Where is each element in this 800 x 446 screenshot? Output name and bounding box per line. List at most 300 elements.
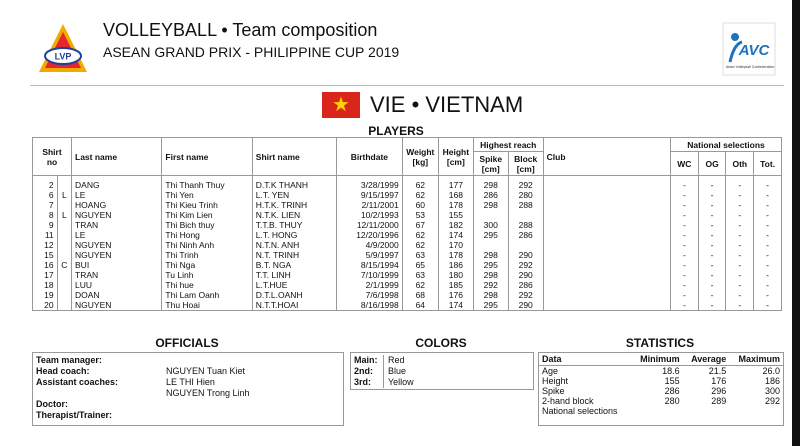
player-og: - xyxy=(698,250,726,260)
player-weight: 63 xyxy=(402,250,438,260)
player-oth: - xyxy=(726,250,754,260)
color-row xyxy=(351,355,533,366)
player-row xyxy=(33,270,782,280)
official-row xyxy=(33,355,343,366)
player-last-name: LUU xyxy=(72,280,162,290)
player-shirt-no: 2 xyxy=(33,176,58,191)
player-role xyxy=(57,230,71,240)
col-height: Height [cm] xyxy=(438,138,473,176)
player-shirt-no: 6 xyxy=(33,190,58,200)
player-club xyxy=(543,260,670,270)
player-height: 178 xyxy=(438,250,473,260)
player-role xyxy=(57,200,71,210)
player-weight: 62 xyxy=(402,230,438,240)
player-club xyxy=(543,210,670,220)
player-row xyxy=(33,176,782,191)
color-value: Yellow xyxy=(388,377,414,387)
player-tot: - xyxy=(754,200,782,210)
player-tot: - xyxy=(754,250,782,260)
player-club xyxy=(543,230,670,240)
player-oth: - xyxy=(726,190,754,200)
player-first-name: Thu Hoai xyxy=(162,300,252,311)
player-first-name: Tu Linh xyxy=(162,270,252,280)
color-row xyxy=(351,366,533,377)
official-value xyxy=(156,355,166,366)
color-row xyxy=(351,377,533,388)
colors-title: COLORS xyxy=(415,336,467,350)
player-wc: - xyxy=(671,220,699,230)
stats-label: Age xyxy=(542,366,559,376)
official-label: Team manager: xyxy=(36,355,102,365)
player-first-name: Thi Ninh Anh xyxy=(162,240,252,250)
player-tot: - xyxy=(754,240,782,250)
player-row xyxy=(33,220,782,230)
player-role: C xyxy=(57,260,71,270)
player-last-name: TRAN xyxy=(72,220,162,230)
player-last-name: HOANG xyxy=(72,200,162,210)
player-wc: - xyxy=(671,240,699,250)
players-table xyxy=(32,137,782,311)
lvp-logo-text: LVP xyxy=(54,51,72,62)
player-wc: - xyxy=(671,260,699,270)
color-label: Main: xyxy=(351,355,384,366)
player-oth: - xyxy=(726,260,754,270)
player-tot: - xyxy=(754,176,782,191)
player-last-name: BUI xyxy=(72,260,162,270)
player-height: 174 xyxy=(438,300,473,311)
statistics-box xyxy=(538,352,784,426)
player-row xyxy=(33,200,782,210)
player-spike: 300 xyxy=(473,220,508,230)
official-row xyxy=(33,377,343,388)
player-last-name: TRAN xyxy=(72,270,162,280)
stats-max: 186 xyxy=(764,376,780,386)
player-height: 182 xyxy=(438,220,473,230)
official-row xyxy=(33,366,343,377)
stats-min: 286 xyxy=(664,386,680,396)
player-role xyxy=(57,280,71,290)
player-weight: 62 xyxy=(402,176,438,191)
player-shirt-name: L.T. YEN xyxy=(252,190,336,200)
player-club xyxy=(543,300,670,311)
col-oth: Oth xyxy=(726,152,754,176)
player-weight: 68 xyxy=(402,290,438,300)
player-og: - xyxy=(698,230,726,240)
player-weight: 63 xyxy=(402,270,438,280)
avc-logo xyxy=(722,22,776,76)
player-spike xyxy=(473,210,508,220)
player-block: 280 xyxy=(508,190,543,200)
stats-row xyxy=(539,396,783,406)
col-tot: Tot. xyxy=(754,152,782,176)
player-oth: - xyxy=(726,240,754,250)
player-first-name: Thi Kim Lien xyxy=(162,210,252,220)
player-og: - xyxy=(698,290,726,300)
player-og: - xyxy=(698,240,726,250)
col-first-name: First name xyxy=(162,138,252,176)
player-og: - xyxy=(698,270,726,280)
player-birthdate: 12/11/2000 xyxy=(337,220,403,230)
player-shirt-name: T.T. LINH xyxy=(252,270,336,280)
player-tot: - xyxy=(754,260,782,270)
player-row xyxy=(33,210,782,220)
stats-min: 18.6 xyxy=(662,366,680,376)
player-oth: - xyxy=(726,210,754,220)
official-row xyxy=(33,410,343,421)
player-wc: - xyxy=(671,300,699,311)
stats-row xyxy=(539,386,783,396)
player-role xyxy=(57,250,71,260)
colors-box xyxy=(350,352,534,390)
player-tot: - xyxy=(754,190,782,200)
player-birthdate: 4/9/2000 xyxy=(337,240,403,250)
player-oth: - xyxy=(726,280,754,290)
player-shirt-no: 17 xyxy=(33,270,58,280)
player-block: 286 xyxy=(508,230,543,240)
statistics-table xyxy=(539,353,783,416)
player-row xyxy=(33,250,782,260)
player-height: 178 xyxy=(438,200,473,210)
player-oth: - xyxy=(726,300,754,311)
player-oth: - xyxy=(726,230,754,240)
player-role xyxy=(57,300,71,311)
team-heading xyxy=(322,92,523,118)
player-height: 170 xyxy=(438,240,473,250)
col-highest-reach: Highest reach xyxy=(473,138,543,152)
player-tot: - xyxy=(754,300,782,311)
player-shirt-name: D.T.L.OANH xyxy=(252,290,336,300)
official-value: NGUYEN Tuan Kiet xyxy=(166,366,246,376)
col-spike: Spike [cm] xyxy=(473,152,508,176)
player-height: 186 xyxy=(438,260,473,270)
official-label: Doctor: xyxy=(36,399,68,409)
player-og: - xyxy=(698,300,726,311)
flag-star-icon: ★ xyxy=(332,94,350,116)
player-last-name: NGUYEN xyxy=(72,300,162,311)
player-shirt-no: 16 xyxy=(33,260,58,270)
player-last-name: DANG xyxy=(72,176,162,191)
stats-max: 26.0 xyxy=(762,366,780,376)
player-club xyxy=(543,176,670,191)
player-tot: - xyxy=(754,210,782,220)
player-height: 177 xyxy=(438,176,473,191)
player-birthdate: 2/11/2001 xyxy=(337,200,403,210)
player-row xyxy=(33,300,782,311)
player-spike: 295 xyxy=(473,260,508,270)
player-row xyxy=(33,260,782,270)
player-weight: 65 xyxy=(402,260,438,270)
player-birthdate: 3/28/1999 xyxy=(337,176,403,191)
player-block: 288 xyxy=(508,220,543,230)
player-tot: - xyxy=(754,220,782,230)
player-shirt-no: 11 xyxy=(33,230,58,240)
player-block xyxy=(508,210,543,220)
player-wc: - xyxy=(671,290,699,300)
color-value: Red xyxy=(388,355,405,365)
stats-avg: 296 xyxy=(711,386,727,396)
player-weight: 53 xyxy=(402,210,438,220)
player-shirt-no: 8 xyxy=(33,210,58,220)
stats-min: 155 xyxy=(664,376,680,386)
col-national-selections: National selections xyxy=(671,138,782,152)
player-birthdate: 8/16/1998 xyxy=(337,300,403,311)
player-wc: - xyxy=(671,270,699,280)
player-club xyxy=(543,250,670,260)
player-wc: - xyxy=(671,200,699,210)
player-oth: - xyxy=(726,270,754,280)
col-weight: Weight [kg] xyxy=(402,138,438,176)
stats-col-minimum: Minimum xyxy=(631,353,682,366)
stats-max xyxy=(729,406,783,416)
player-wc: - xyxy=(671,190,699,200)
player-og: - xyxy=(698,200,726,210)
player-birthdate: 2/1/1999 xyxy=(337,280,403,290)
player-row xyxy=(33,240,782,250)
official-label: Assistant coaches: xyxy=(36,377,119,387)
player-spike: 292 xyxy=(473,280,508,290)
color-label: 3rd: xyxy=(351,377,384,388)
player-block: 288 xyxy=(508,200,543,210)
stats-avg: 176 xyxy=(711,376,727,386)
player-wc: - xyxy=(671,250,699,260)
player-og: - xyxy=(698,280,726,290)
col-shirt-name: Shirt name xyxy=(252,138,336,176)
official-value xyxy=(156,399,166,410)
player-role xyxy=(57,220,71,230)
player-weight: 62 xyxy=(402,280,438,290)
player-og: - xyxy=(698,260,726,270)
player-row xyxy=(33,190,782,200)
player-tot: - xyxy=(754,270,782,280)
player-shirt-name: N.T.T.HOAI xyxy=(252,300,336,311)
color-label: 2nd: xyxy=(351,366,384,377)
official-value: LE THI Hien xyxy=(166,377,215,387)
player-club xyxy=(543,270,670,280)
player-spike: 295 xyxy=(473,230,508,240)
player-shirt-name: B.T. NGA xyxy=(252,260,336,270)
player-oth: - xyxy=(726,290,754,300)
vietnam-flag-icon xyxy=(322,92,360,118)
player-first-name: Thi Hong xyxy=(162,230,252,240)
player-height: 155 xyxy=(438,210,473,220)
player-club xyxy=(543,200,670,210)
player-height: 174 xyxy=(438,230,473,240)
player-shirt-no: 20 xyxy=(33,300,58,311)
stats-avg: 289 xyxy=(711,396,727,406)
stats-avg: 21.5 xyxy=(708,366,727,376)
player-shirt-name: T.T.B. THUY xyxy=(252,220,336,230)
player-og: - xyxy=(698,220,726,230)
player-last-name: LE xyxy=(72,190,162,200)
stats-row xyxy=(539,366,783,377)
player-block: 290 xyxy=(508,250,543,260)
officials-box xyxy=(32,352,344,426)
player-wc: - xyxy=(671,280,699,290)
player-shirt-name: L.T. HONG xyxy=(252,230,336,240)
stats-avg xyxy=(683,406,730,416)
player-shirt-no: 19 xyxy=(33,290,58,300)
player-spike: 298 xyxy=(473,290,508,300)
player-spike: 286 xyxy=(473,190,508,200)
player-last-name: LE xyxy=(72,230,162,240)
player-club xyxy=(543,220,670,230)
player-birthdate: 7/10/1999 xyxy=(337,270,403,280)
stats-col-average: Average xyxy=(683,353,730,366)
col-club: Club xyxy=(543,138,670,176)
player-spike xyxy=(473,240,508,250)
player-og: - xyxy=(698,210,726,220)
player-spike: 298 xyxy=(473,200,508,210)
player-role xyxy=(57,290,71,300)
player-height: 180 xyxy=(438,270,473,280)
player-oth: - xyxy=(726,200,754,210)
player-birthdate: 10/2/1993 xyxy=(337,210,403,220)
col-shirt-no: Shirt no xyxy=(33,138,72,176)
player-spike: 295 xyxy=(473,300,508,311)
player-first-name: Thi Nga xyxy=(162,260,252,270)
player-last-name: NGUYEN xyxy=(72,250,162,260)
player-shirt-name: D.T.K THANH xyxy=(252,176,336,191)
player-spike: 298 xyxy=(473,176,508,191)
stats-label: National selections xyxy=(542,406,618,416)
official-label: Therapist/Trainer: xyxy=(36,410,113,420)
col-last-name: Last name xyxy=(72,138,162,176)
player-last-name: DOAN xyxy=(72,290,162,300)
player-club xyxy=(543,280,670,290)
players-title: PLAYERS xyxy=(368,124,424,138)
player-block xyxy=(508,240,543,250)
col-wc: WC xyxy=(671,152,699,176)
player-club xyxy=(543,290,670,300)
page-subtitle: ASEAN GRAND PRIX - PHILIPPINE CUP 2019 xyxy=(103,44,400,60)
player-row xyxy=(33,230,782,240)
avc-logo-caption: Asian Volleyball Confederation xyxy=(725,65,775,69)
player-role xyxy=(57,240,71,250)
color-value: Blue xyxy=(388,366,407,376)
player-shirt-name: L.T.HUE xyxy=(252,280,336,290)
stats-label: Spike xyxy=(542,386,565,396)
player-birthdate: 5/9/1997 xyxy=(337,250,403,260)
statistics-title: STATISTICS xyxy=(625,336,695,350)
team-name: VIE • VIETNAM xyxy=(370,92,524,117)
players-table-body xyxy=(33,176,782,311)
player-shirt-no: 18 xyxy=(33,280,58,290)
player-weight: 62 xyxy=(402,240,438,250)
official-row xyxy=(33,388,343,399)
player-role xyxy=(57,176,71,191)
stats-min: 280 xyxy=(664,396,680,406)
player-og: - xyxy=(698,176,726,191)
player-shirt-name: N.T.N. ANH xyxy=(252,240,336,250)
player-role: L xyxy=(57,210,71,220)
stats-max: 292 xyxy=(764,396,780,406)
lvp-logo xyxy=(36,22,90,76)
player-first-name: Thi Bich thuy xyxy=(162,220,252,230)
player-block: 292 xyxy=(508,260,543,270)
player-first-name: Thi hue xyxy=(162,280,252,290)
official-label: Head coach: xyxy=(36,366,90,376)
player-height: 185 xyxy=(438,280,473,290)
stats-row xyxy=(539,406,783,416)
player-spike: 298 xyxy=(473,270,508,280)
player-tot: - xyxy=(754,280,782,290)
player-birthdate: 12/20/1996 xyxy=(337,230,403,240)
player-club xyxy=(543,240,670,250)
player-tot: - xyxy=(754,230,782,240)
player-block: 292 xyxy=(508,176,543,191)
avc-logo-text: AVC xyxy=(738,42,770,59)
player-first-name: Thi Kieu Trinh xyxy=(162,200,252,210)
player-last-name: NGUYEN xyxy=(72,240,162,250)
player-first-name: Thi Trinh xyxy=(162,250,252,260)
player-block: 292 xyxy=(508,290,543,300)
stats-min xyxy=(631,406,682,416)
player-birthdate: 7/6/1998 xyxy=(337,290,403,300)
player-weight: 64 xyxy=(402,300,438,311)
stats-row xyxy=(539,376,783,386)
player-row xyxy=(33,280,782,290)
official-row xyxy=(33,399,343,410)
player-last-name: NGUYEN xyxy=(72,210,162,220)
header-divider xyxy=(30,85,784,86)
player-row xyxy=(33,290,782,300)
player-spike: 298 xyxy=(473,250,508,260)
player-wc: - xyxy=(671,176,699,191)
player-shirt-name: H.T.K. TRINH xyxy=(252,200,336,210)
player-tot: - xyxy=(754,290,782,300)
stats-col-data: Data xyxy=(539,353,631,366)
player-height: 168 xyxy=(438,190,473,200)
stats-col-maximum: Maximum xyxy=(729,353,783,366)
player-shirt-no: 15 xyxy=(33,250,58,260)
player-oth: - xyxy=(726,220,754,230)
player-wc: - xyxy=(671,210,699,220)
player-block: 290 xyxy=(508,270,543,280)
official-value: NGUYEN Trong Linh xyxy=(166,388,250,398)
col-block: Block [cm] xyxy=(508,152,543,176)
official-value xyxy=(156,410,166,421)
player-weight: 62 xyxy=(402,190,438,200)
player-block: 286 xyxy=(508,280,543,290)
player-height: 176 xyxy=(438,290,473,300)
player-club xyxy=(543,190,670,200)
stats-label: 2-hand block xyxy=(542,396,594,406)
player-birthdate: 9/15/1997 xyxy=(337,190,403,200)
player-og: - xyxy=(698,190,726,200)
player-shirt-name: N.T.K. LIEN xyxy=(252,210,336,220)
official-label xyxy=(33,388,156,399)
player-oth: - xyxy=(726,176,754,191)
col-birthdate: Birthdate xyxy=(337,138,403,176)
player-role: L xyxy=(57,190,71,200)
stats-max: 300 xyxy=(764,386,780,396)
stats-label: Height xyxy=(542,376,569,386)
player-birthdate: 8/15/1994 xyxy=(337,260,403,270)
player-shirt-no: 12 xyxy=(33,240,58,250)
player-first-name: Thi Lam Oanh xyxy=(162,290,252,300)
col-og: OG xyxy=(698,152,726,176)
page-title: VOLLEYBALL • Team composition xyxy=(103,20,378,40)
player-weight: 67 xyxy=(402,220,438,230)
player-shirt-no: 9 xyxy=(33,220,58,230)
officials-title: OFFICIALS xyxy=(155,336,219,350)
player-shirt-name: N.T. TRINH xyxy=(252,250,336,260)
player-weight: 60 xyxy=(402,200,438,210)
player-first-name: Thi Thanh Thuy xyxy=(162,176,252,191)
player-shirt-no: 7 xyxy=(33,200,58,210)
player-block: 290 xyxy=(508,300,543,311)
player-first-name: Thi Yen xyxy=(162,190,252,200)
